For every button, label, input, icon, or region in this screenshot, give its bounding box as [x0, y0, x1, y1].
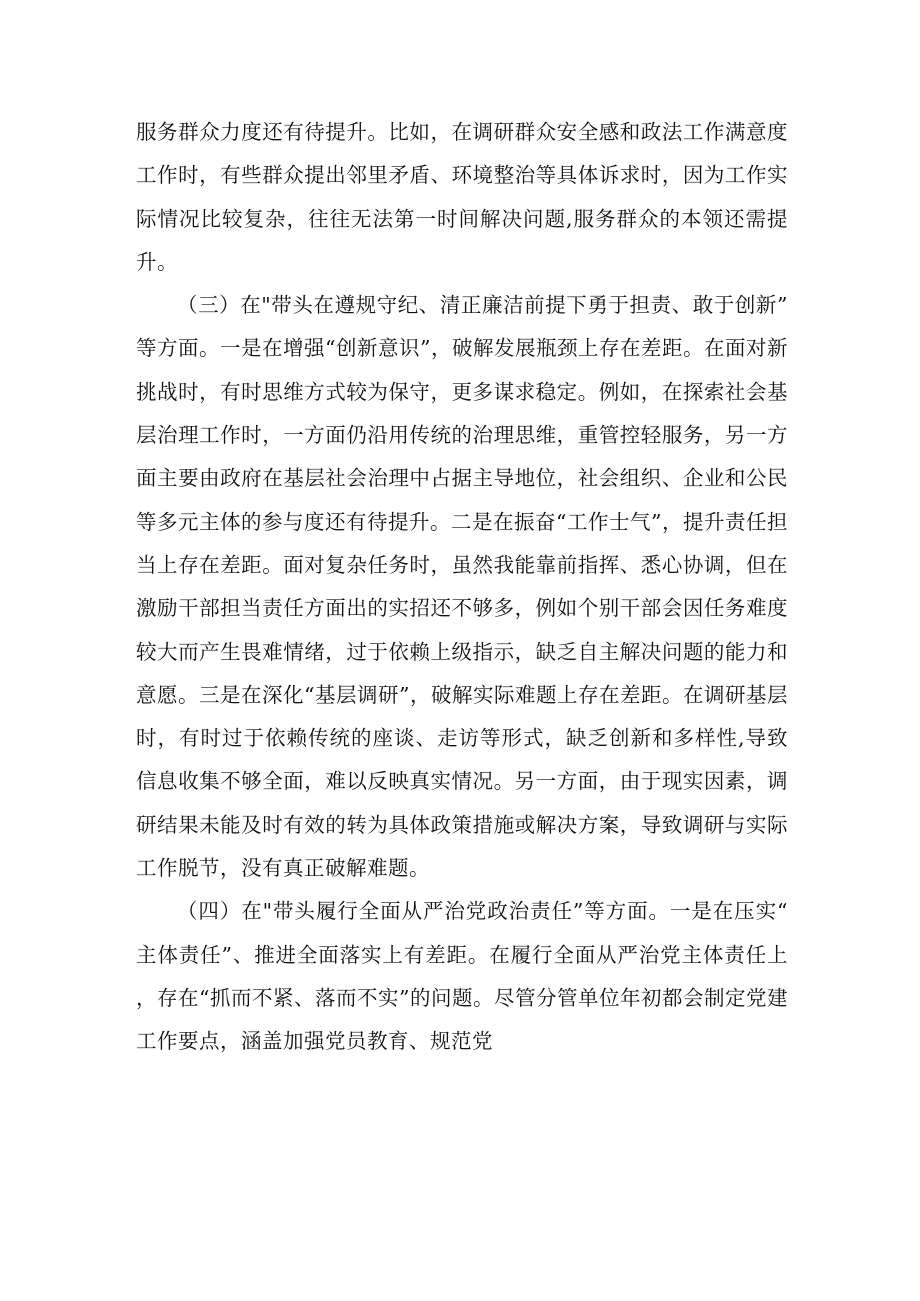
- paragraph-service-continuation: 服务群众力度还有待提升。比如，在调研群众安全感和政法工作满意度工作时，有些群众提出邻里矛盾、环境整治等具体诉求时，因为工作实际情况比较复杂，往往无法第一时间解决问题,服务群众的本领还需提升。: [136, 120, 788, 274]
- document-body: [136, 111, 788, 1064]
- paragraph-section-four: （四）在"带头履行全面从严治党政治责任”等方面。一是在压实“主体责任”、推进全面落实上有差距。在履行全面从严治党主体责任上，存在“抓而不紧、落而不实”的问题。尽管分管单位年初都会制定党建工作要点，涵盖加强党员教育、规范党: [136, 899, 788, 1054]
- paragraph-section-three: （三）在"带头在遵规守纪、清正廉洁前提下勇于担责、敢于创新”等方面。一是在增强“创新意识”，破解发展瓶颈上存在差距。在面对新挑战时，有时思维方式较为保守，更多谋求稳定。例如，在探索社会基层治理工作时，一方面仍沿用传统的治理思维，重管控轻服务，另一方面主要由政府在基层社会治理中占据主导地位，社会组织、企业和公民等多元主体的参与度还有待提升。二是在振奋“工作士气”，提升责任担当上存在差距。面对复杂任务时，虽然我能靠前指挥、悉心协调，但在激励干部担当责任方面出的实招还不够多，例如个别干部会因任务难度较大而产生畏难情绪，过于依赖上级指示，缺乏自主解决问题的能力和意愿。三是在深化“基层调研”，破解实际难题上存在差距。在调研基层时，有时过于依赖传统的座谈、走访等形式，缺乏创新和多样性,导致信息收集不够全面，难以反映真实情况。另一方面，由于现实因素，调研结果未能及时有效的转为具体政策措施或解决方案，导致调研与实际工作脱节，没有真正破解难题。: [136, 293, 788, 881]
